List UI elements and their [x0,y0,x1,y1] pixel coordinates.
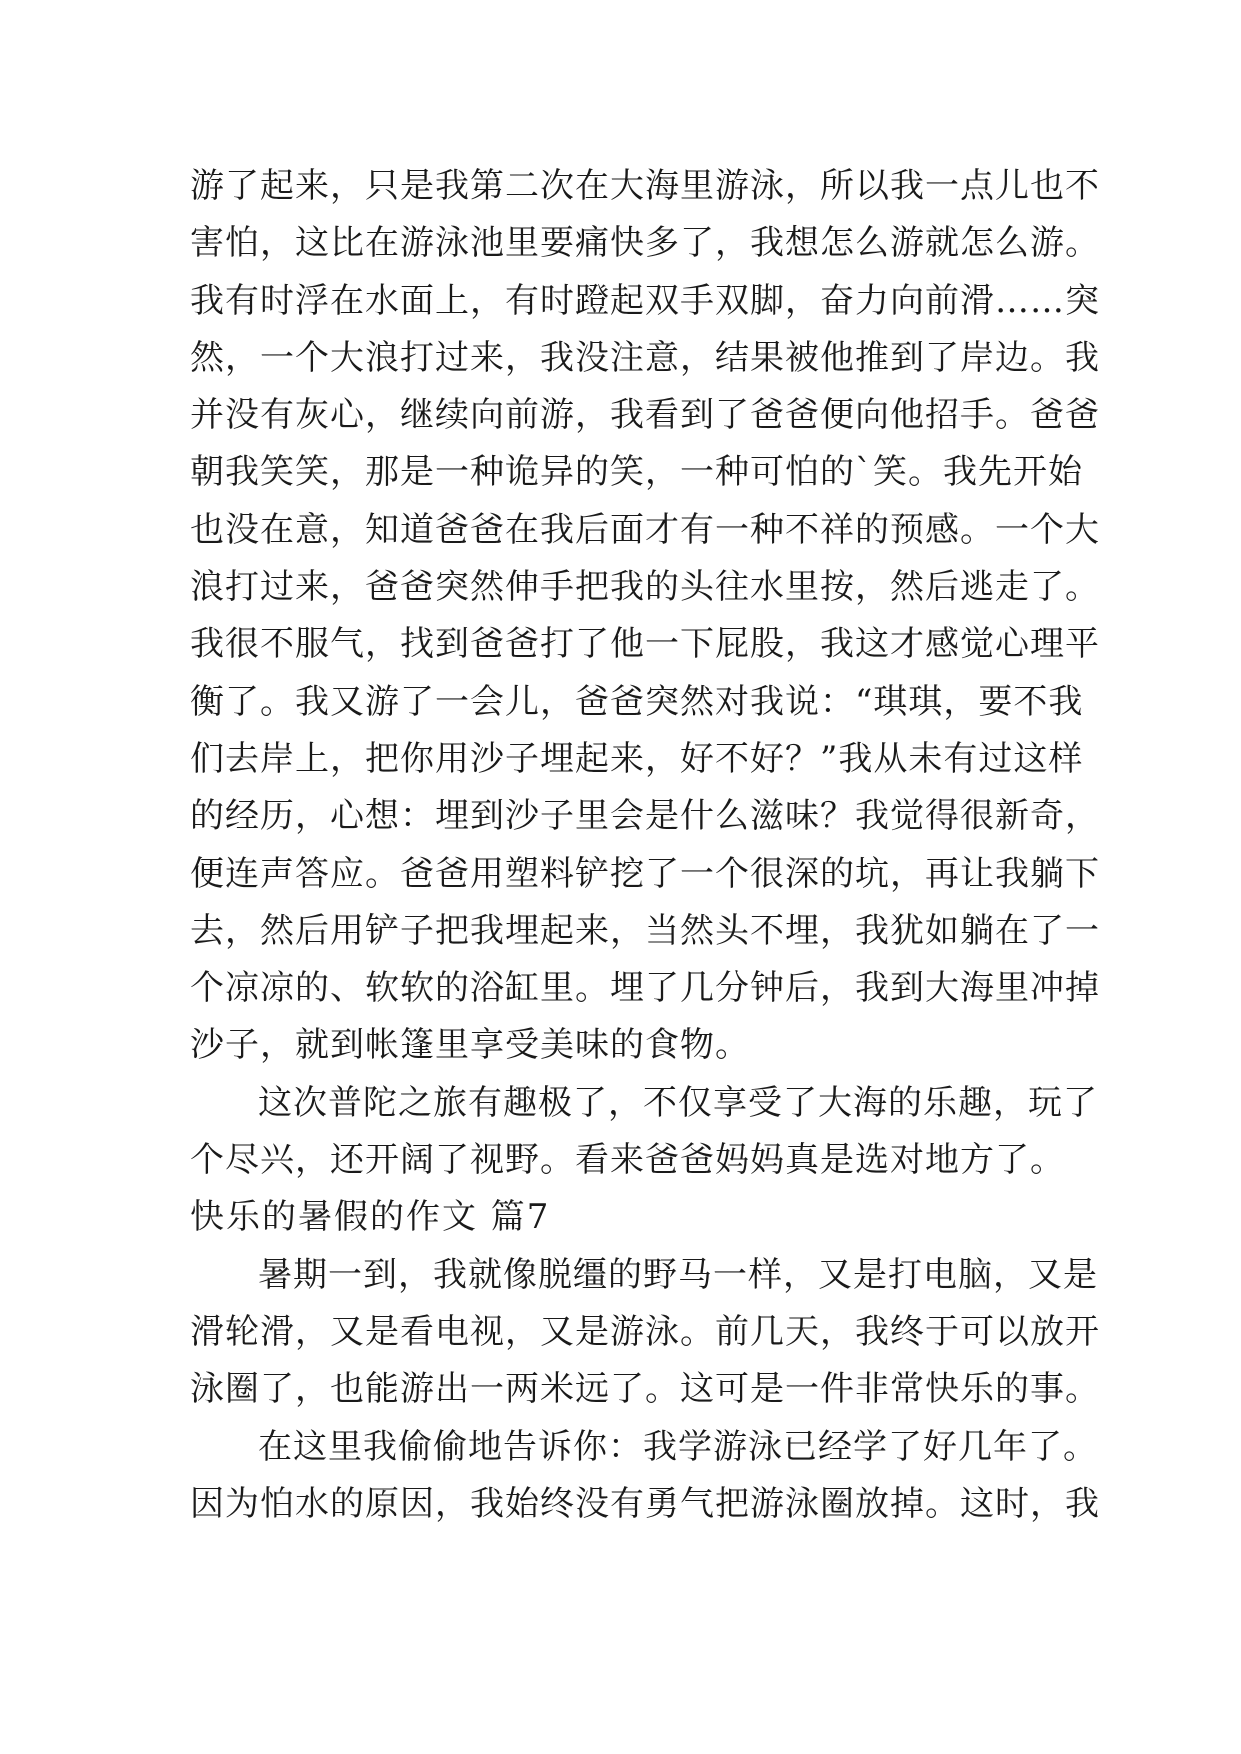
text-line-17: 这次普陀之旅有趣极了，不仅享受了大海的乐趣，玩了 [258,1082,1098,1123]
text-line-14: 去，然后用铲子把我埋起来，当然头不埋，我犹如躺在了一 [190,910,1100,951]
text-line-15: 个凉凉的、软软的浴缸里。埋了几分钟后，我到大海里冲掉 [190,968,1100,1009]
text-line-7: 也没在意，知道爸爸在我后面才有一种不祥的预感。一个大 [190,509,1100,550]
text-line-20: 暑期一到，我就像脱缰的野马一样，又是打电脑，又是 [258,1254,1098,1295]
text-line-9: 我很不服气，找到爸爸打了他一下屁股，我这才感觉心理平 [190,624,1100,665]
text-line-8: 浪打过来，爸爸突然伸手把我的头往水里按，然后逃走了。 [190,567,1100,608]
text-line-6: 朝我笑笑，那是一种诡异的笑，一种可怕的`笑。我先开始 [190,452,1083,493]
text-line-3: 我有时浮在水面上，有时蹬起双手双脚，奋力向前滑……突 [190,280,1100,321]
section-heading: 快乐的暑假的作文 篇7 [190,1197,551,1238]
text-line-22: 泳圈了，也能游出一两米远了。这可是一件非常快乐的事。 [190,1369,1100,1410]
text-line-13: 便连声答应。爸爸用塑料铲挖了一个很深的坑，再让我躺下 [190,853,1100,894]
text-line-24: 因为怕水的原因，我始终没有勇气把游泳圈放掉。这时，我 [190,1483,1100,1524]
text-line-2: 害怕，这比在游泳池里要痛快多了，我想怎么游就怎么游。 [190,223,1100,264]
text-line-10: 衡了。我又游了一会儿，爸爸突然对我说：“琪琪，要不我 [190,681,1084,722]
text-line-18: 个尽兴，还开阔了视野。看来爸爸妈妈真是选对地方了。 [190,1140,1065,1181]
text-line-1: 游了起来，只是我第二次在大海里游泳，所以我一点儿也不 [190,166,1100,206]
text-line-11: 们去岸上，把你用沙子埋起来，好不好？”我从未有过这样 [190,738,1084,779]
text-line-12: 的经历，心想：埋到沙子里会是什么滋味？我觉得很新奇， [190,796,1100,837]
text-line-4: 然，一个大浪打过来，我没注意，结果被他推到了岸边。我 [190,337,1100,378]
text-line-16: 沙子，就到帐篷里享受美味的食物。 [190,1025,750,1066]
text-line-5: 并没有灰心，继续向前游，我看到了爸爸便向他招手。爸爸 [190,395,1100,436]
document-body [190,158,1100,1533]
text-line-21: 滑轮滑，又是看电视，又是游泳。前几天，我终于可以放开 [190,1311,1100,1352]
text-line-23: 在这里我偷偷地告诉你：我学游泳已经学了好几年了。 [258,1426,1098,1467]
